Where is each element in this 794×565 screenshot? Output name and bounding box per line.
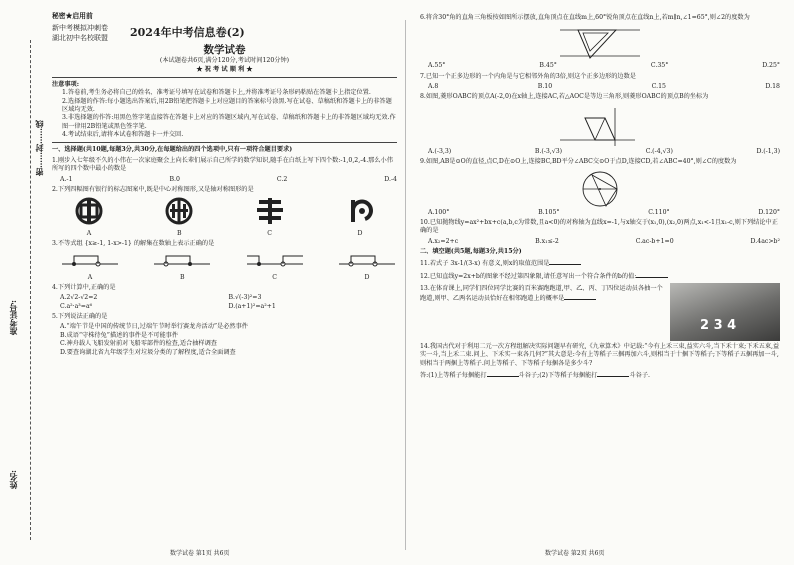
q10-option-a[interactable]: A.x₂=2+c	[428, 237, 459, 245]
secret-mark: 秘密★启用前	[52, 12, 93, 20]
left-page-footer: 数学试卷 第1页 共6页	[170, 549, 230, 557]
question-13-block	[420, 283, 780, 341]
note-item: 1.答卷前,考生务必将自己的姓名、准考证号填写在试卷和答题卡上,并将准考证号条形码粘贴在答题卡上指定位置.	[62, 89, 371, 97]
q6-option-c[interactable]: C.35°	[650, 62, 669, 70]
q9-option-c[interactable]: C.110°	[648, 208, 670, 216]
q2-logos	[52, 196, 397, 238]
question-12: 12.已知直线y=2x+b的图象不经过第四象限,请任意写出一个符合条件的b的值:	[420, 271, 780, 281]
question-6: 6.将含30°角的直角三角板按如图所示摆放,直角顶点在直线m上,60°锐角顶点在直线n上,若m∥n,∠1=65°,则∠2的度数为	[420, 14, 750, 21]
left-page	[52, 12, 397, 357]
question-2: 2.下列四幅图有银行的标志图案中,既是中心对称图形,又是轴对称图形的是	[52, 185, 254, 193]
question-11: 11.若式子 3x-1/(3-x) 有意义,则x的取值范围是	[420, 258, 780, 268]
q4-option-b[interactable]: B.√(-3)²=3	[228, 294, 262, 302]
q7-option-a[interactable]: A.8	[428, 83, 439, 91]
q14-answer-blank-2[interactable]	[597, 370, 629, 377]
q9-circle-figure	[420, 169, 780, 209]
q1-option-b[interactable]: B.0	[169, 175, 180, 183]
q6-triangle-figure	[420, 24, 780, 62]
q11-answer-blank[interactable]	[549, 258, 581, 265]
q3-option-c[interactable]: C	[245, 250, 305, 282]
q5-options	[52, 323, 397, 356]
q5-option-b[interactable]: B.成语“守株待兔”描述的事件是不可能事件	[60, 331, 179, 339]
section-1-heading: 一、选择题(共10题,每题3分,共30分,在每题给出的四个选项中,只有一项符合题目要求)	[52, 146, 293, 154]
question-1: 1.刚步入七年级不久的小伟在一次家庭聚会上向长辈们展示自己所学的数学知识,随手在白纸上写下四个数:-1,0,2,-4.那么小伟所写的四个数中最小的数是	[52, 156, 393, 173]
page-divider	[405, 20, 406, 550]
q9-option-d[interactable]: D.120°	[758, 208, 780, 216]
subject-title: 数学试卷	[203, 44, 246, 57]
q4-option-d[interactable]: D.(a+1)²=a²+1	[228, 302, 276, 310]
number-line-a	[60, 250, 120, 270]
number-line-d	[337, 250, 397, 270]
q3-number-lines	[52, 250, 397, 282]
seal-dashed-line	[30, 40, 31, 540]
q1-option-c[interactable]: C.2	[276, 175, 288, 183]
exam-title: 2024年中考信息卷(2)	[130, 26, 245, 40]
bank-logo-d-icon	[343, 196, 377, 226]
q2-option-c[interactable]: C	[253, 196, 287, 238]
q2-option-b[interactable]: B	[162, 196, 196, 238]
q14-answer-line: 答:(1)上等稻子每捆能打 斗谷子;(2)下等稻子每捆能打 斗谷子.	[420, 372, 650, 380]
track-lane-numbers: 2 3 4	[700, 318, 737, 334]
q9-option-a[interactable]: A.100°	[428, 208, 450, 216]
q7-option-d[interactable]: D.18	[765, 83, 780, 91]
note-item: 4.考试结束后,请将本试卷和答题卡一并交回.	[62, 131, 184, 139]
question-4: 4.下列计算中,正确的是	[52, 284, 116, 292]
q8-option-d[interactable]: D.(-1,3)	[756, 147, 780, 155]
number-line-b	[152, 250, 212, 270]
right-page	[420, 12, 780, 382]
q1-options	[52, 176, 397, 184]
q8-option-c[interactable]: C.(-4,√3)	[645, 147, 673, 155]
notes-list	[52, 89, 397, 139]
q1-option-d[interactable]: D.-4	[384, 175, 397, 183]
exam-number-label: 准考证号:	[8, 300, 18, 335]
q8-rhombus-figure	[420, 104, 780, 148]
q6-option-d[interactable]: D.25°	[762, 62, 780, 70]
bank-logo-a-icon	[72, 196, 106, 226]
question-7: 7.已知一个正多边形的一个内角是与它相邻外角的3倍,则这个正多边形的边数是	[420, 72, 636, 80]
q8-option-a[interactable]: A.(-3,3)	[428, 147, 452, 155]
q10-option-d[interactable]: D.4ac>b²	[750, 237, 780, 245]
q12-answer-blank[interactable]	[636, 271, 668, 278]
q4-options	[52, 294, 397, 311]
exam-info: (本试题卷共6页,满分120分,考试时间120分钟)	[159, 57, 290, 65]
q10-option-c[interactable]: C.ac-b+1=0	[635, 237, 674, 245]
q6-option-a[interactable]: A.55°	[428, 62, 446, 70]
q6-options	[420, 62, 780, 70]
q8-option-b[interactable]: B.(-3,√3)	[534, 147, 563, 155]
question-5: 5.下列说法正确的是	[52, 313, 108, 321]
q2-option-d[interactable]: D	[343, 196, 377, 238]
q3-option-a[interactable]: A	[60, 250, 120, 282]
question-3: 3.不等式组 {x≥-1, 1-x>-1} 的解集在数轴上表示正确的是	[52, 239, 215, 247]
q1-option-a[interactable]: A.-1	[60, 175, 73, 183]
alliance-line-2: 湖北初中名校联盟	[52, 33, 108, 42]
q10-option-b[interactable]: B.x₁≤-2	[535, 237, 559, 245]
question-13: 13.在体育课上,同学们四位同学比赛的百米赛跑跑道,甲、乙、丙、丁四位运动员各抽一个跑道,则甲、乙两名运动员恰好在相邻跑道上的概率是	[420, 285, 663, 303]
q9-option-b[interactable]: B.105°	[538, 208, 560, 216]
note-item: 3.非选择题的作答:用黑色签字笔直接答在答题卡上对应的答题区域内,写在试卷、草稿纸和答题卡上的非答题区域均无效.作图一律用2B铅笔或黑色签字笔.	[62, 114, 396, 130]
good-luck-line: ★ 祝 考 试 顺 利 ★	[196, 65, 253, 73]
q2-option-a[interactable]: A	[72, 196, 106, 238]
number-line-c	[245, 250, 305, 270]
q7-option-c[interactable]: C.15	[651, 83, 666, 91]
note-item: 2.选择题的作答:每小题选出答案后,用2B铅笔把答题卡上对应题目的答案标号涂黑.写在试卷、草稿纸和答题卡上的非答题区域均无效.	[62, 97, 392, 114]
q5-option-d[interactable]: D.要查询湖北省九年级学生对垃圾分类的了解程度,适合全面调查	[60, 348, 236, 356]
q9-options	[420, 209, 780, 217]
alliance-line-1: 新中考模拟冲刺卷	[52, 24, 108, 33]
q5-option-a[interactable]: A.“端午节是中国的传统节日,过端午节时举行赛龙舟活动”是必然事件	[60, 323, 248, 331]
binding-margin	[0, 0, 44, 565]
notes-title: 注意事项:	[52, 80, 80, 88]
name-label: 姓名:	[8, 470, 18, 489]
q7-options	[420, 83, 780, 91]
question-10: 10.已知抛物线y=ax²+bx+c(a,b,c为常数,且a<0)的对称轴为直线x=-1,与x轴交于(x₁,0),(x₂,0)两点,x₁<-1且x₁-c,则下列结论中正确的是	[420, 218, 778, 235]
right-page-footer: 数学试卷 第2页 共6页	[545, 549, 605, 557]
seal-line-label: 密……封……线	[34, 120, 44, 176]
q3-option-b[interactable]: B	[152, 250, 212, 282]
q3-option-d[interactable]: D	[337, 250, 397, 282]
q6-option-b[interactable]: B.45°	[539, 62, 557, 70]
section-2-heading: 二、填空题(共5题,每题3分,共15分)	[420, 247, 522, 255]
q14-answer-blank-1[interactable]	[487, 370, 519, 377]
question-14: 14.我国古代对于利用二元一次方程组解决实际问题早有研究,《九章算术》中记载:“今有上禾三束,益实六斗,当下禾十束;下禾五束,益实一斗,当上禾二束.问上、下禾实一束各几何?”其大意是:今有上等稻子三捆再加六斗,则相当于十捆下等稻子;下等稻子五捆再加一斗,则相当于两捆上等稻子.问上等稻子、下等稻子每捆各是多少斗?	[420, 343, 780, 367]
bank-logo-c-icon	[253, 196, 287, 226]
q4-option-c[interactable]: C.a²·a³=a⁶	[60, 302, 93, 310]
question-9: 9.如图,AB是⊙O的直径,点C,D在⊙O上,连接BC,BD平分∠ABC交⊙O于点D,连接CD,若∠ABC=40°,则∠C的度数为	[420, 158, 737, 166]
question-8: 8.如图,菱形OABC的顶点A(-2,0)在x轴上,连接AC,若△AOC是等边三角形,则菱形OABC的顶点B的坐标为	[420, 93, 709, 101]
q13-answer-blank[interactable]	[564, 293, 596, 300]
running-track-photo	[670, 283, 780, 341]
q8-options	[420, 148, 780, 156]
q10-options	[420, 238, 780, 246]
q5-option-c[interactable]: C.神舟载人飞船发射前对飞船零部件的检查,适合抽样调查	[60, 340, 217, 348]
q4-option-a[interactable]: A.2√2-√2=2	[60, 294, 98, 302]
q7-option-b[interactable]: B.10	[537, 83, 553, 91]
bank-logo-b-icon	[162, 196, 196, 226]
